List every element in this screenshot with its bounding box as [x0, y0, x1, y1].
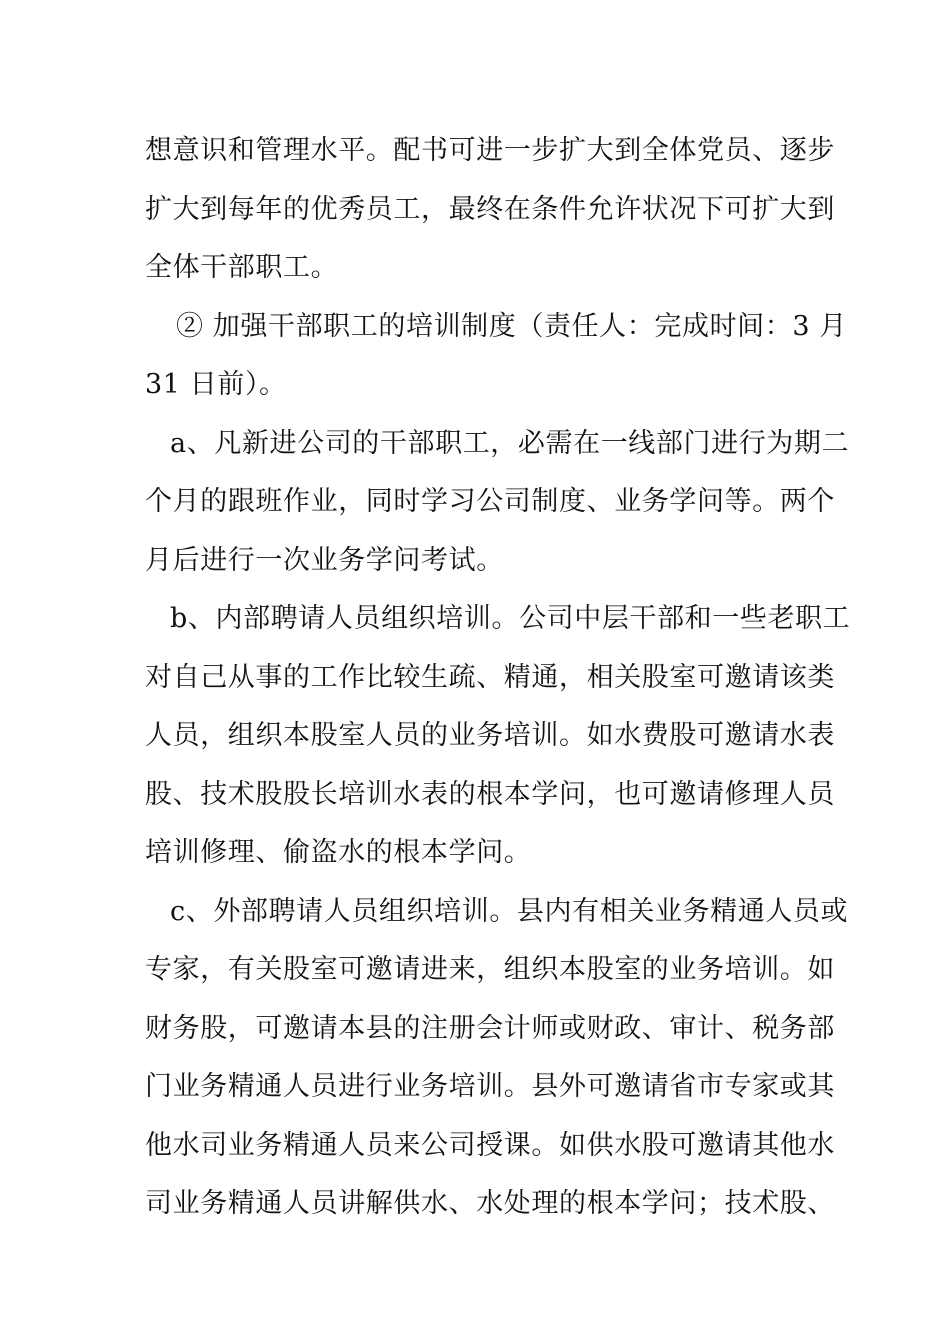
text-line: 他水司业务精通人员来公司授课。如供水股可邀请其他水 [145, 1130, 835, 1161]
text-line: ② 加强干部职工的培训制度（责任人：完成时间：3 月 [176, 311, 847, 342]
text-line: 扩大到每年的优秀员工，最终在条件允许状况下可扩大到 [145, 194, 835, 225]
text-line: 司业务精通人员讲解供水、水处理的根本学问；技术股、 [145, 1188, 835, 1219]
text-line: 门业务精通人员进行业务培训。县外可邀请省市专家或其 [145, 1071, 835, 1102]
text-line: 财务股，可邀请本县的注册会计师或财政、审计、税务部 [145, 1013, 835, 1044]
text-line: 对自己从事的工作比较生疏、精通，相关股室可邀请该类 [145, 662, 835, 693]
text-line: c、外部聘请人员组织培训。县内有相关业务精通人员或 [170, 896, 849, 927]
text-line: 全体干部职工。 [145, 252, 339, 283]
text-line: 31 日前）。 [145, 369, 287, 400]
text-line: 人员，组织本股室人员的业务培训。如水费股可邀请水表 [145, 720, 835, 751]
text-line: 月后进行一次业务学问考试。 [145, 545, 504, 576]
text-line: a、凡新进公司的干部职工，必需在一线部门进行为期二 [170, 428, 850, 459]
text-line: b、内部聘请人员组织培训。公司中层干部和一些老职工 [170, 603, 851, 634]
text-line: 个月的跟班作业，同时学习公司制度、业务学问等。两个 [145, 486, 835, 517]
text-line: 想意识和管理水平。配书可进一步扩大到全体党员、逐步 [145, 135, 835, 166]
text-line: 股、技术股股长培训水表的根本学问，也可邀请修理人员 [145, 779, 835, 810]
text-line: 培训修理、偷盗水的根本学问。 [145, 837, 532, 868]
text-line: 专家，有关股室可邀请进来，组织本股室的业务培训。如 [145, 954, 835, 985]
